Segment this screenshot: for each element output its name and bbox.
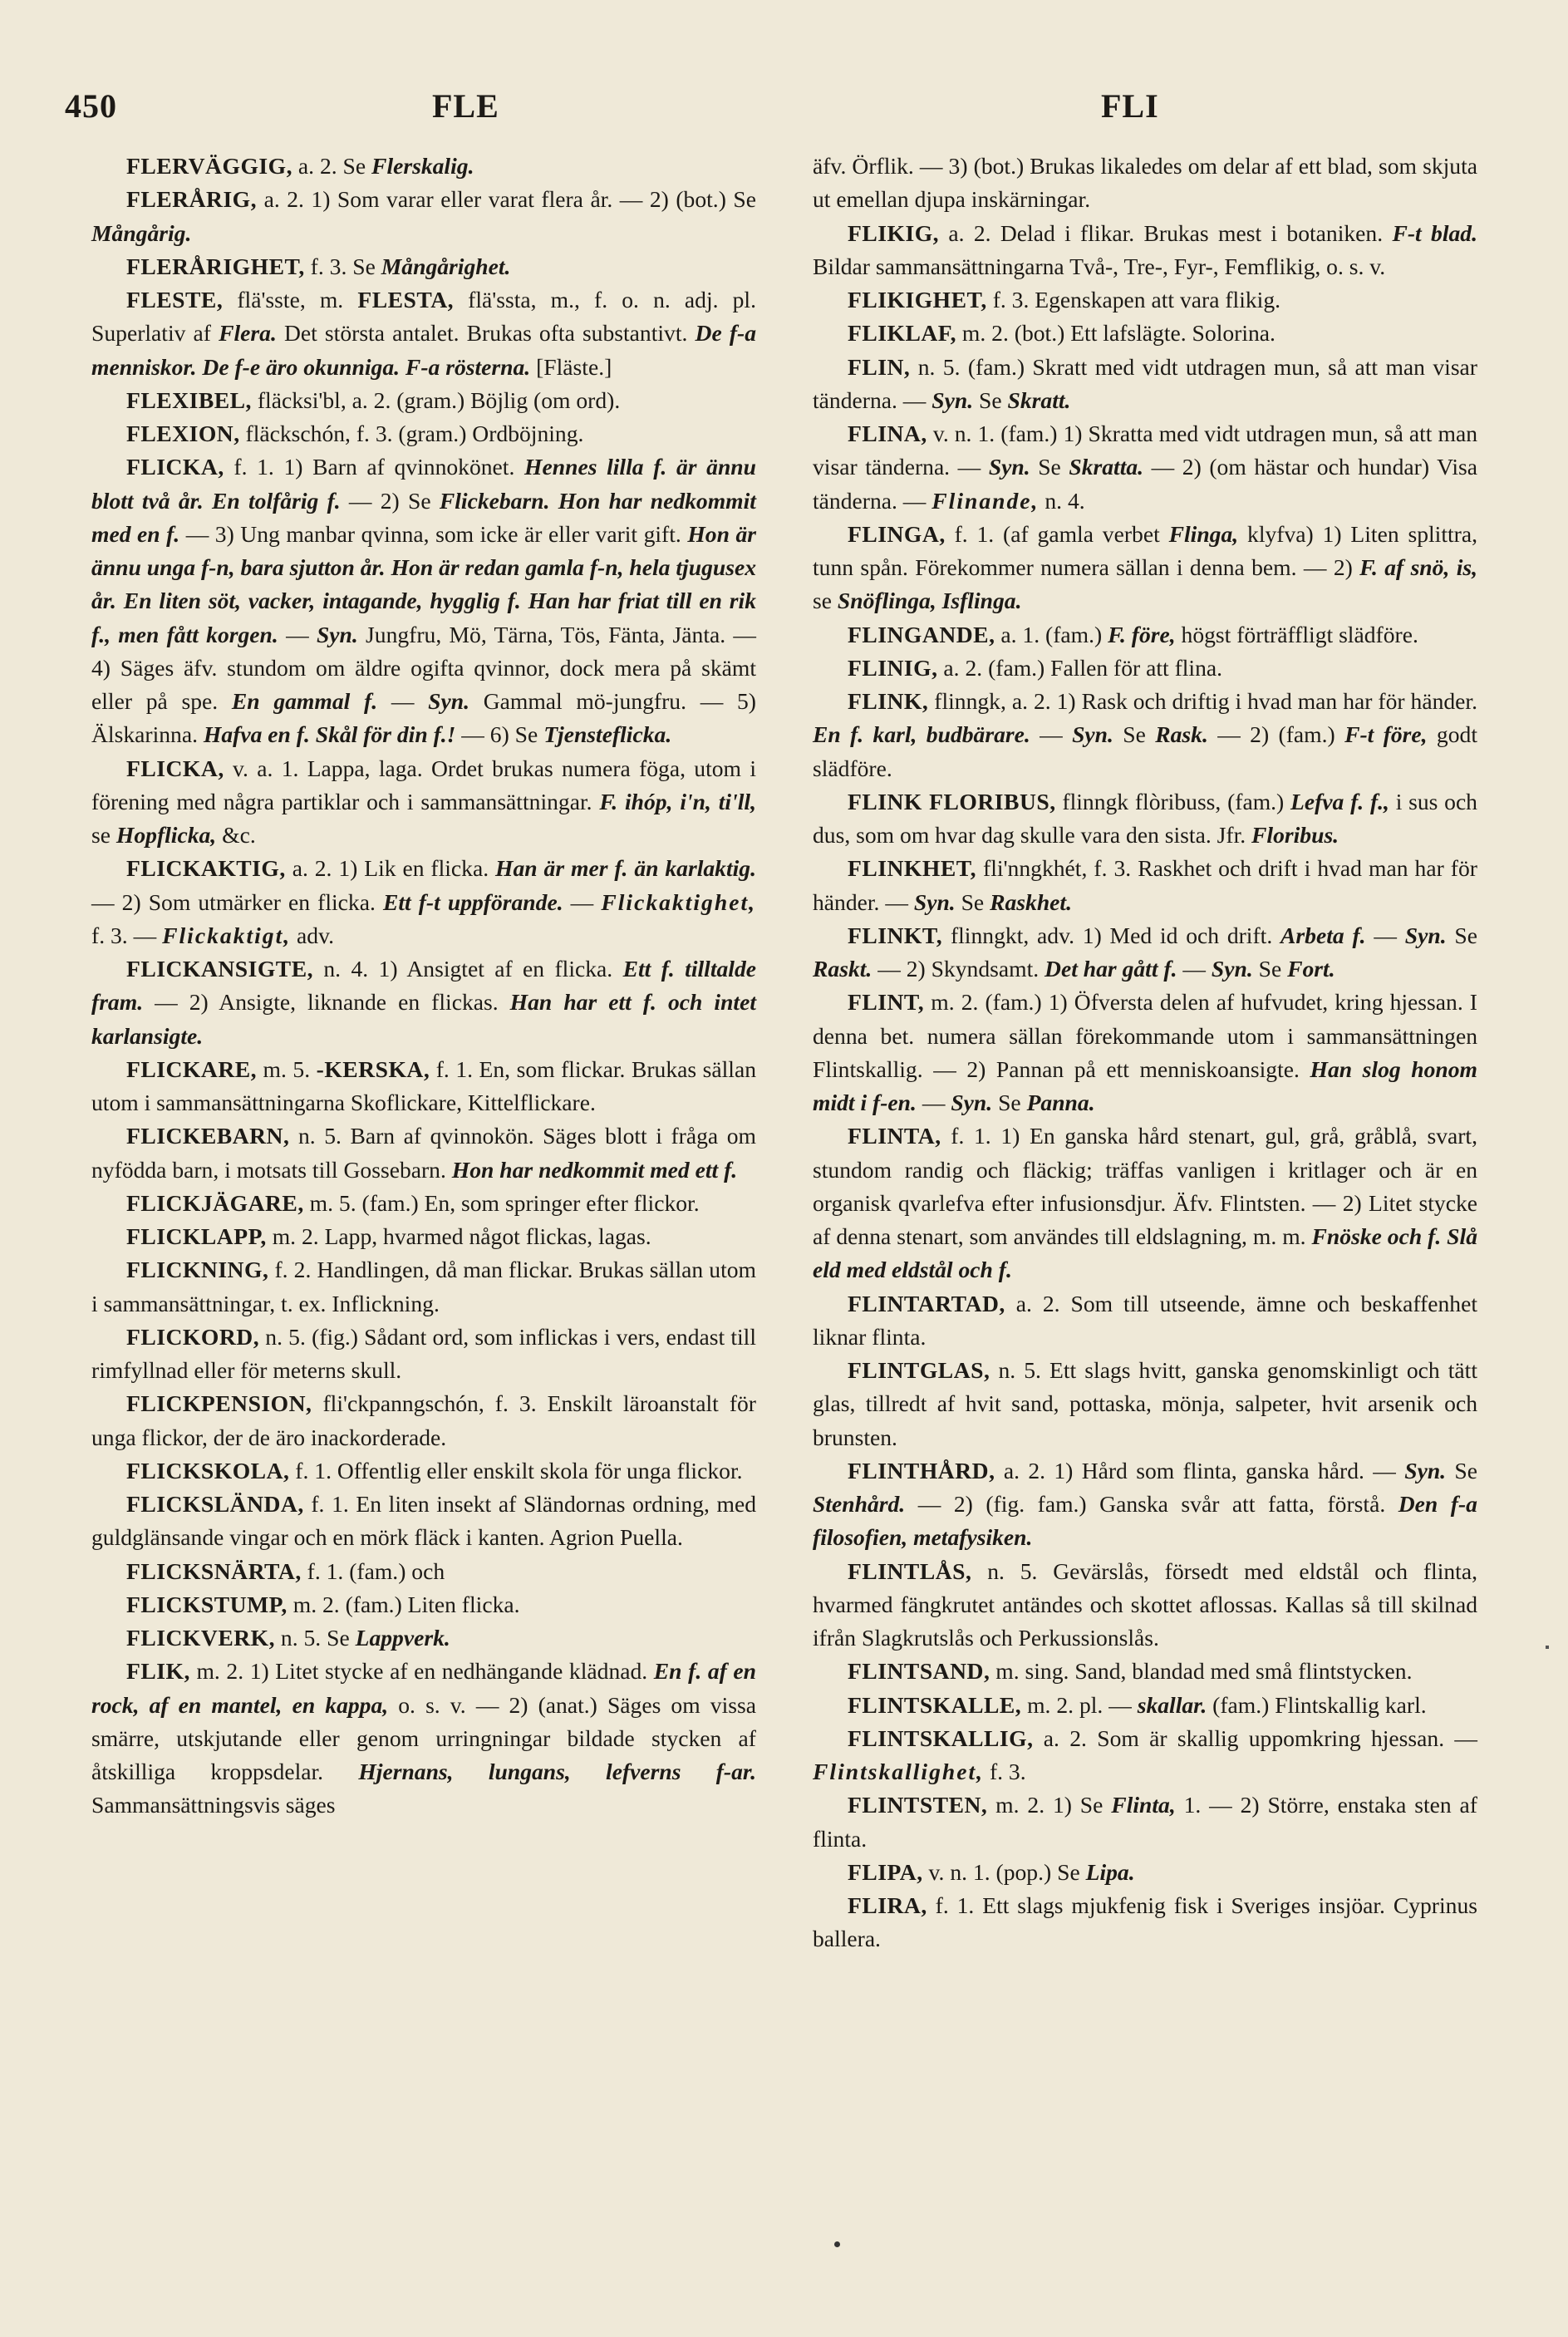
definition-text: &c. [216,822,256,848]
definition-text: o. s. v. — 2) (anat.) Säges om vissa smärre, utskjutande eller genom urringningar bildade stycken af åtskilliga kroppsdelar. [91,1691,756,1784]
definition-text: a. 2. (fam.) Fallen för att flina. [937,654,1223,681]
definition-text: — 2) Skyndsamt. [872,956,1045,982]
definition-text: Se [1446,1457,1478,1483]
definition-text: a. 1. (fam.) [995,621,1108,647]
headword: FLERÅRIG, [126,186,258,213]
example-text: En gammal f. [231,688,378,714]
example-text: Ett f-t uppförande. [382,888,563,915]
example-text: En f. af en rock, af en mantel, en kappa, [91,1658,756,1718]
example-text: Syn. [428,688,469,714]
headword: FLINT, [848,989,925,1016]
definition-text: f. 1. 1) En ganska hård stenart, gul, grå, gråblå, svart, stundom randig och fläckig; träffas vanligen i kritlager och är en organisk qvarlefva efter infusionsdjur. Äfv. Flintsten. — 2) Litet stycke af denna stenart, som användes till eldslagning, m. m. [813,1123,1477,1249]
headword: FLICKAKTIG, [126,855,286,882]
definition-text: a. 2. Som är skallig uppomkring hjessan. — [1033,1724,1477,1751]
example-text: Mångårighet. [381,253,511,279]
headword: FLINGA, [848,520,946,547]
definition-text: — [278,621,317,647]
definition-text: m. 2. 1) Se [987,1792,1112,1818]
headword: FLIPA, [848,1858,923,1885]
headword: FLICKORD, [126,1323,260,1350]
definition-text: Gammal mö-jungfru. — 5) Älskarinna. [91,688,756,748]
definition-text: fli'ckpanngschón, f. 3. Enskilt läroanstalt för unga flickor, der de äro inackorderade. [91,1390,756,1450]
headword: FLINTA, [848,1123,941,1149]
definition-text: adv. [291,922,335,948]
definition-text: f. 3. [984,1759,1026,1784]
headword: FLESTA, [357,287,455,312]
headword: FLICKVERK, [126,1625,276,1651]
example-text: Panna. [1026,1090,1095,1115]
dictionary-entry [91,283,756,384]
example-text: Snöflinga, Isflinga. [837,588,1022,614]
headword: FLERVÄGGIG, [126,153,293,179]
definition-text: Jungfru, Mö, Tärna, Tös, Fänta, Jänta. — 4) Säges äfv. stundom om äldre ogifta qvinnor, dock mera på skämt eller på spe. [91,621,757,714]
headword: FLICKSKOLA, [126,1457,290,1483]
definition-text: — [1365,922,1405,948]
definition-text: fläckschón, f. 3. (gram.) Ordböjning. [239,421,584,446]
dictionary-entry [813,417,1477,518]
definition-text: äfv. Örflik. — 3) (bot.) Brukas likaledes om delar af ett blad, som skjuta ut emellan djupa inskärningar. [813,153,1477,213]
dictionary-entry [813,217,1477,284]
ink-speck [1546,1646,1549,1649]
dictionary-entry [91,1454,756,1488]
headword: FLIN, [848,353,911,380]
dictionary-entry [813,518,1477,618]
example-text: Tjensteflicka. [543,721,672,748]
headword: FLICKSTUMP, [126,1591,288,1617]
dictionary-entry [91,1253,756,1321]
example-text: Det har gått f. [1045,956,1177,982]
definition-text: Se [1113,721,1156,748]
dictionary-entry [91,952,756,1053]
definition-text: m. 2. (fam.) Liten flicka. [287,1591,520,1617]
definition-text: a. 2. 1) Hård som flinta, ganska hård. — [995,1457,1405,1483]
example-text: Hon har nedkommit med ett f. [451,1156,738,1183]
derived-word: Flinande, [931,487,1040,514]
example-text: Flickebarn. Hon har nedkommit med en f. [91,487,756,547]
headword: FLICKSLÄNDA, [126,1491,304,1517]
definition-text: m. 5. [257,1055,317,1082]
dictionary-entry [91,852,756,952]
definition-text: (fam.) Flintskallig karl. [1207,1691,1427,1718]
definition-text: v. n. 1. (fam.) 1) Skratta med vidt utdragen mun, så att man visar tänderna. — [813,421,1477,480]
headword: -KERSKA, [316,1055,430,1082]
definition-text: v. a. 1. Lappa, laga. Ordet brukas numera föga, utom i förening med några partiklar och i sammansättningar. [91,755,756,814]
headword: FLIKIG, [848,219,940,246]
definition-text: Bildar sammansättningarna Två-, Tre-, Fyr-, Femflikig, o. s. v. [813,253,1386,279]
example-text: Syn. [988,454,1030,480]
example-text: Hafva en f. Skål för din f.! [203,721,456,748]
definition-text: f. 3. Egenskapen att vara flikig. [986,287,1281,312]
example-text: Stenhård. [813,1491,906,1517]
definition-text: n. 5. (fam.) Skratt med vidt utdragen mun, så att man visar tänderna. — [813,353,1477,413]
definition-text: flä'ssta, m., f. o. n. adj. pl. Superlativ af [91,287,756,347]
headword: FLIKIGHET, [848,287,987,312]
definition-text: f. 1. Ett slags mjukfenig fisk i Sveriges insjöar. Cyprinus ballera. [813,1892,1477,1952]
example-text: F. ihóp, i'n, ti'll, [599,788,756,814]
definition-text: — 2) (om hästar och hundar) Visa tänderna. — [813,454,1478,514]
definition-text: se [91,822,116,848]
derived-word: Flickaktigt, [162,922,292,948]
example-text: F. före, [1108,621,1176,647]
example-text: F-t före, [1344,721,1428,748]
left-column [91,150,756,1823]
definition-text: — [916,1090,951,1115]
headword: FLICKSNÄRTA, [126,1557,302,1584]
headword: FLEXION, [126,421,240,446]
definition-text: [Fläste.] [530,353,612,380]
definition-text: f. 3. Se [304,253,381,279]
definition-text: — 3) Ung manbar qvinna, som icke är eller varit gift. [179,520,688,547]
headword: FLINKHET, [848,855,977,882]
headword: FLIRA, [848,1892,927,1918]
example-text: Syn. [951,1090,993,1115]
dictionary-entry [91,1321,756,1388]
example-text: Syn. [316,621,358,647]
dictionary-entry [91,1220,756,1253]
running-head-right: FLI [1101,87,1159,125]
dictionary-entry [813,919,1477,986]
definition-text: — [563,888,602,915]
definition-text: f. 1. En, som flickar. Brukas sällan utom i sammansättningarna Skoflickare, Kittelflickare. [91,1055,756,1115]
dictionary-entry [813,317,1477,350]
example-text: Ett f. tilltalde fram. [91,956,756,1016]
dictionary-entry [91,384,756,417]
example-text: Mångårig. [91,219,192,246]
definition-text: Se [955,888,990,915]
dictionary-entry [813,1689,1477,1722]
definition-text: a. 2. Delad i flikar. Brukas mest i botaniken. [939,219,1393,246]
dictionary-entry [91,417,756,450]
definition-text: Det största antalet. Brukas ofta substantivt. [276,320,696,347]
example-text: Syn. [1072,721,1113,748]
definition-text: — 2) (fam.) [1207,721,1345,748]
definition-text: a. 2. Som till utseende, ämne och beskaffenhet liknar flinta. [813,1290,1477,1350]
example-text: Raskt. [813,956,872,982]
dictionary-entry [813,685,1477,785]
dictionary-entry [91,183,756,250]
headword: FLICKEBARN, [126,1123,290,1149]
dictionary-entry [813,1856,1477,1889]
headword: FLICKA, [126,454,224,480]
definition-text: 1. — 2) Större, enstaka sten af flinta. [813,1792,1477,1852]
headword: FLINTSTEN, [848,1792,988,1818]
headword: FLINK FLORIBUS, [848,788,1056,814]
definition-text: a. 2. Se [292,153,372,179]
dictionary-entry [813,852,1477,919]
definition-text: — [1177,956,1212,982]
dictionary-entry [91,1488,756,1555]
definition-text: — 6) Se [455,721,544,748]
headword: FLICKA, [126,755,224,781]
headword: FLICKLAPP, [126,1223,267,1249]
definition-text: flinngk, a. 2. 1) Rask och driftig i hvad man har för händer. [928,688,1477,714]
example-text: Rask. [1155,721,1208,748]
example-text: Han är mer f. än karlaktig. [495,855,756,882]
example-text: En f. karl, budbärare. [813,721,1030,748]
headword: FLICKJÄGARE, [126,1189,304,1216]
headword: FLINTLÅS, [848,1557,972,1584]
definition-text: — 2) Som utmärker en flicka. [91,888,383,915]
dictionary-entry [813,618,1477,652]
example-text: Fnöske och f. Slå eld med eldstål och f. [813,1223,1477,1283]
dictionary-entry [813,1354,1477,1454]
definition-text: Se [973,386,1008,413]
example-text: Arbeta f. [1280,922,1366,948]
definition-text: m. 2. 1) Litet stycke af en nedhängande klädnad. [189,1658,654,1685]
headword: FLINGANDE, [848,621,995,647]
definition-text: Sammansättningsvis säges [91,1792,336,1818]
definition-text: fläcksi'bl, a. 2. (gram.) Böjlig (om ord). [251,386,621,413]
definition-text: — [1030,721,1073,748]
example-text: Hjernans, lungans, lefverns f-ar. [358,1759,756,1784]
dictionary-entry [813,1555,1477,1656]
example-text: Han har ett f. och intet karlansigte. [91,989,757,1049]
definition-text: Se [1030,454,1069,480]
dictionary-entry [91,1555,756,1588]
definition-text: f. 2. Handlingen, då man flickar. Brukas sällan utom i sammansättningar, t. ex. Inflickning. [91,1257,756,1316]
definition-text: m. 2. Lapp, hvarmed något flickas, lagas. [266,1223,651,1249]
headword: FLINK, [848,688,929,714]
definition-text: f. 1. (af gamla verbet [945,520,1169,547]
headword: FLICKPENSION, [126,1390,312,1417]
definition-text: flinngk flòribuss, (fam.) [1055,788,1291,814]
definition-text: — [377,688,429,714]
example-text: Syn. [1404,1457,1447,1483]
definition-text: n. 5. Se [275,1625,356,1651]
example-text: Syn. [931,386,974,413]
headword: FLICKANSIGTE, [126,956,313,982]
example-text: F. af snö, is, [1359,554,1478,580]
derived-word: Flintskallighet, [813,1759,985,1784]
definition-text: n. 5. Gevärslås, försedt med eldstål och flinta, hvarmed fängkrutet antändes och skottet aflossas. Kallas så till skilnad ifrån Slagkrutslås och Perkussionslås. [813,1557,1477,1651]
headword: FLICKARE, [126,1055,258,1082]
page-header [0,86,1568,136]
dictionary-entry [813,1788,1477,1856]
headword: FLEXIBEL, [126,386,252,413]
example-text: Lefva f. f., [1290,788,1389,814]
dictionary-entry [813,986,1477,1119]
example-text: Den f-a filosofien, metafysiken. [813,1491,1477,1551]
dictionary-entry [91,752,756,853]
definition-text: — 2) Ansigte, liknande en flickas. [143,989,510,1016]
definition-text: m. 2. (fam.) 1) Öfversta delen af hufvudet, kring hjessan. I denna bet. numera sällan förekommande utom i sammansättningen Flintskallig. — 2) Pannan på ett menniskoansigte. [813,989,1477,1082]
dictionary-entry [91,1588,756,1621]
dictionary-entry [813,1119,1477,1287]
dictionary-entry [813,150,1477,217]
example-text: F-t blad. [1392,219,1477,246]
example-text: Floribus. [1251,822,1339,848]
definition-text: n. 5. Barn af qvinnokön. Säges blott i fråga om nyfödda barn, i motsats till Gossebarn. [91,1123,756,1183]
definition-text: f. 1. (fam.) och [301,1557,445,1584]
dictionary-entry [813,652,1477,685]
derived-word: Flickaktighet, [601,888,757,915]
definition-text: f. 1. En liten insekt af Sländornas ordning, med guldglänsande vingar och en mörk fläck i kanten. Agrion Puella. [91,1491,756,1551]
definition-text: n. 4. 1) Ansigtet af en flicka. [313,956,623,982]
definition-text: n. 4. [1039,487,1085,514]
example-text: Hennes lilla f. är ännu blott två år. En tolfårig f. [91,454,756,514]
definition-text: Se [1252,956,1288,982]
example-text: Flerskalig. [371,153,474,179]
dictionary-entry [813,1454,1477,1555]
dictionary-entry [91,1655,756,1822]
example-text: Lipa. [1085,1858,1135,1885]
dictionary-entry [91,1119,756,1187]
definition-text: m. 2. (bot.) Ett lafslägte. Solorina. [956,320,1276,347]
headword: FLIKLAF, [848,320,957,347]
definition-text: Se [992,1090,1027,1115]
headword: FLINIG, [848,654,938,681]
dictionary-entry [91,1187,756,1220]
example-text: Syn. [1404,922,1447,948]
dictionary-entry [91,1621,756,1655]
definition-text: n. 5. (fig.) Sådant ord, som inflickas i vers, endast till rimfyllnad eller för meterns skull. [91,1323,756,1383]
definition-text: — 2) Se [340,487,440,514]
headword: FLINTGLAS, [848,1357,990,1383]
dictionary-entry [91,1053,756,1120]
definition-text: fli'nngkhét, f. 3. Raskhet och drift i hvad man har för händer. — [813,855,1477,915]
example-text: Han slog honom midt i f-en. [813,1055,1477,1115]
example-text: Raskhet. [990,888,1072,915]
headword: FLIK, [126,1658,190,1685]
example-text: Flera. [219,320,277,347]
definition-text: i sus och dus, som om hvar dag skulle vara den sista. Jfr. [813,788,1477,848]
definition-text: se [813,588,838,614]
headword: FLINKT, [848,922,943,948]
example-text: Flinta, [1111,1792,1176,1818]
example-text: Skratt. [1007,386,1071,413]
dictionary-entry [813,1889,1477,1956]
definition-text: — 2) (fig. fam.) Ganska svår att fatta, förstå. [905,1491,1398,1517]
headword: FLESTE, [126,287,224,312]
dictionary-entry [91,450,756,751]
dictionary-entry [813,1287,1477,1355]
example-text: Syn. [1211,956,1253,982]
dictionary-entry [813,1722,1477,1789]
example-text: Hon är ännu unga f-n, bara sjutton år. Hon är redan gamla f-n, hela tjugusex år. En liten söt, vacker, intagande, hygglig f. Han har friat till en rik f., men fått korgen. [91,520,756,647]
example-text: Skratta. [1069,454,1144,480]
definition-text: godt slädföre. [813,721,1477,781]
headword: FLINTSKALLIG, [848,1724,1034,1751]
headword: FLINTSKALLE, [848,1691,1022,1718]
dictionary-entry [813,1655,1477,1688]
headword: FLERÅRIGHET, [126,253,305,279]
page-number: 450 [65,87,117,125]
definition-text: m. 5. (fam.) En, som springer efter flickor. [303,1189,700,1216]
definition-text: f. 1. 1) Barn af qvinnokönet. [224,454,525,480]
headword: FLINTARTAD, [848,1290,1005,1316]
dictionary-entry [91,1387,756,1454]
definition-text: klyfva) 1) Liten splittra, tunn spån. Förekommer numera sällan i denna bem. — 2) [813,520,1478,580]
definition-text: n. 5. Ett slags hvitt, ganska genomskinligt och tätt glas, tillredt af hvit sand, pottaska, mönja, salpeter, hvit arsenik och brunsten. [813,1357,1477,1450]
definition-text: m. sing. Sand, blandad med små flintstycken. [990,1658,1413,1685]
example-text: skallar. [1137,1691,1207,1718]
example-text: Lappverk. [355,1625,450,1651]
example-text: De f-a menniskor. De f-e äro okunniga. F-a rösterna. [91,320,756,380]
definition-text: v. n. 1. (pop.) Se [922,1858,1086,1885]
example-text: Hopflicka, [116,822,217,848]
definition-text: högst förträffligt slädföre. [1175,621,1418,647]
definition-text: f. 3. — [91,922,163,948]
definition-text: a. 2. 1) Som varar eller varat flera år. — 2) (bot.) Se [257,186,756,213]
running-head-left: FLE [432,87,499,125]
dictionary-entry [91,150,756,183]
definition-text: flinngkt, adv. 1) Med id och drift. [942,922,1281,948]
headword: FLINTHÅRD, [848,1457,995,1483]
headword: FLINTSAND, [848,1658,990,1685]
dictionary-entry [91,250,756,283]
example-text: Fort. [1287,956,1335,982]
definition-text: Se [1446,922,1477,948]
example-text: Flinga, [1168,520,1239,547]
definition-text: m. 2. pl. — [1021,1691,1138,1718]
dictionary-entry [813,785,1477,853]
dictionary-entry [813,283,1477,317]
definition-text: a. 2. 1) Lik en flicka. [285,855,496,882]
headword: FLICKNING, [126,1257,269,1283]
ink-dot [834,2241,840,2247]
example-text: Syn. [913,888,956,915]
dictionary-entry [813,351,1477,418]
right-column [813,150,1477,1956]
definition-text: flä'sste, m. [223,287,358,312]
definition-text: f. 1. Offentlig eller enskilt skola för unga flickor. [289,1457,743,1483]
headword: FLINA, [848,421,927,446]
